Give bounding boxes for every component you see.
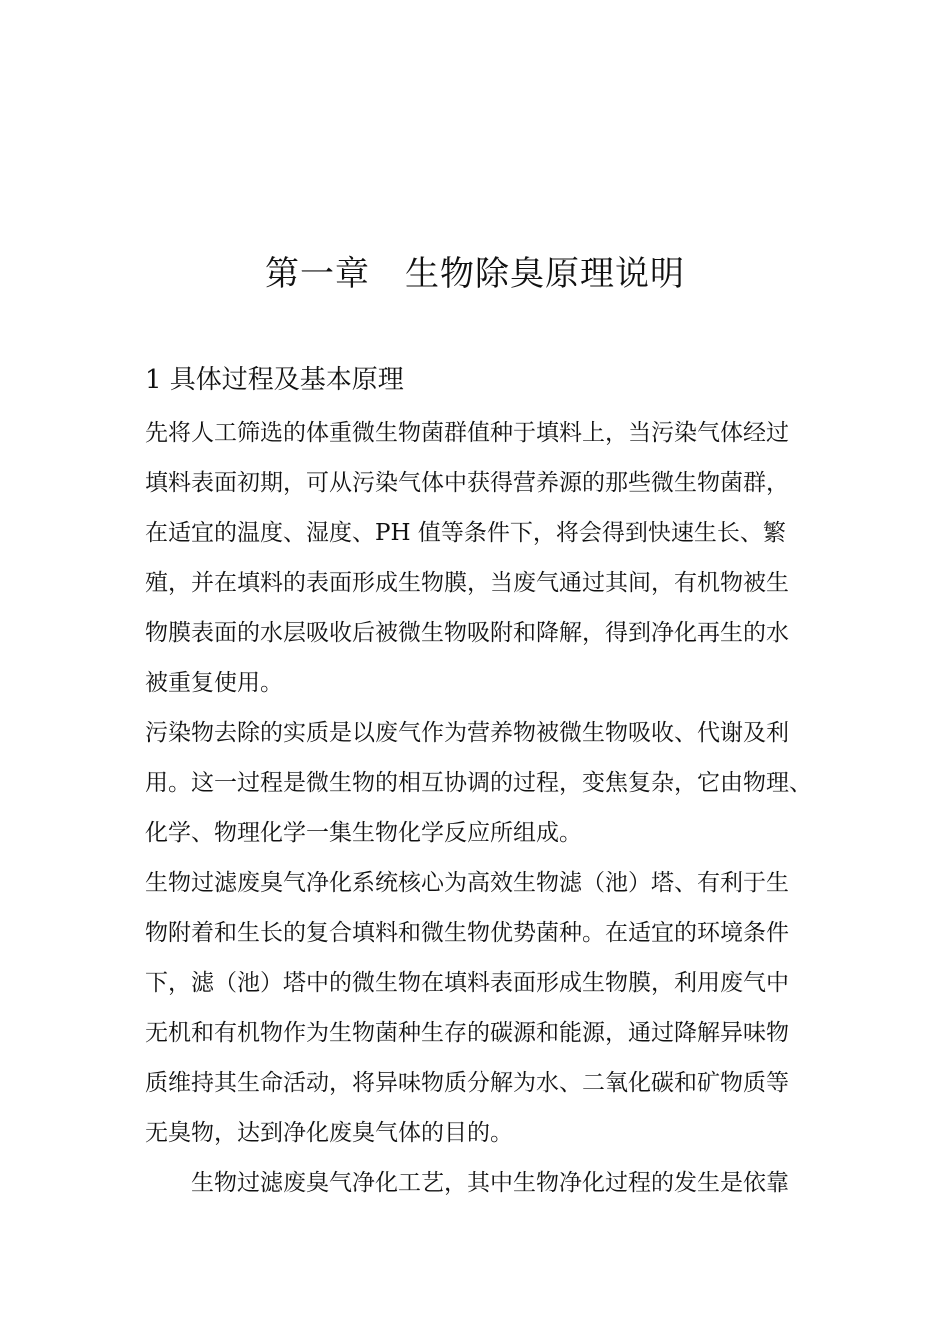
text-line: 污染物去除的实质是以废气作为营养物被微生物吸收、代谢及利: [145, 720, 789, 746]
text-line: 殖，并在填料的表面形成生物膜，当废气通过其间，有机物被生: [145, 570, 789, 596]
text-line: 在适宜的温度、湿度、PH 值等条件下，将会得到快速生长、繁: [145, 520, 786, 546]
text-line: 被重复使用。: [145, 670, 283, 696]
text-line: 质维持其生命活动，将异味物质分解为水、二氧化碳和矿物质等: [145, 1070, 789, 1096]
text-line: 填料表面初期，可从污染气体中获得营养源的那些微生物菌群，: [145, 470, 789, 496]
text-line: 用。这一过程是微生物的相互协调的过程，变焦复杂，它由物理、: [145, 770, 812, 796]
paragraph-3: [145, 858, 815, 1158]
text-line: 物膜表面的水层吸收后被微生物吸附和降解，得到净化再生的水: [145, 620, 789, 646]
chapter-title: 第一章 生物除臭原理说明: [265, 254, 685, 294]
paragraph-4: [145, 1158, 815, 1208]
text-line: 先将人工筛选的体重微生物菌群值种于填料上，当污染气体经过: [145, 420, 789, 446]
text-line: 无机和有机物作为生物菌种生存的碳源和能源，通过降解异味物: [145, 1020, 789, 1046]
text-line: 化学、物理化学一集生物化学反应所组成。: [145, 820, 582, 846]
body-text: [145, 408, 815, 1208]
text-line: 物附着和生长的复合填料和微生物优势菌种。在适宜的环境条件: [145, 920, 789, 946]
paragraph-1: [145, 408, 815, 708]
text-line: 生物过滤废臭气净化工艺，其中生物净化过程的发生是依靠: [191, 1170, 789, 1196]
section-heading: 1 具体过程及基本原理: [145, 365, 404, 395]
text-line: 生物过滤废臭气净化系统核心为高效生物滤（池）塔、有利于生: [145, 870, 789, 896]
text-line: 下，滤（池）塔中的微生物在填料表面形成生物膜，利用废气中: [145, 970, 789, 996]
text-line: 无臭物，达到净化废臭气体的目的。: [145, 1120, 513, 1146]
paragraph-2: [145, 708, 815, 858]
